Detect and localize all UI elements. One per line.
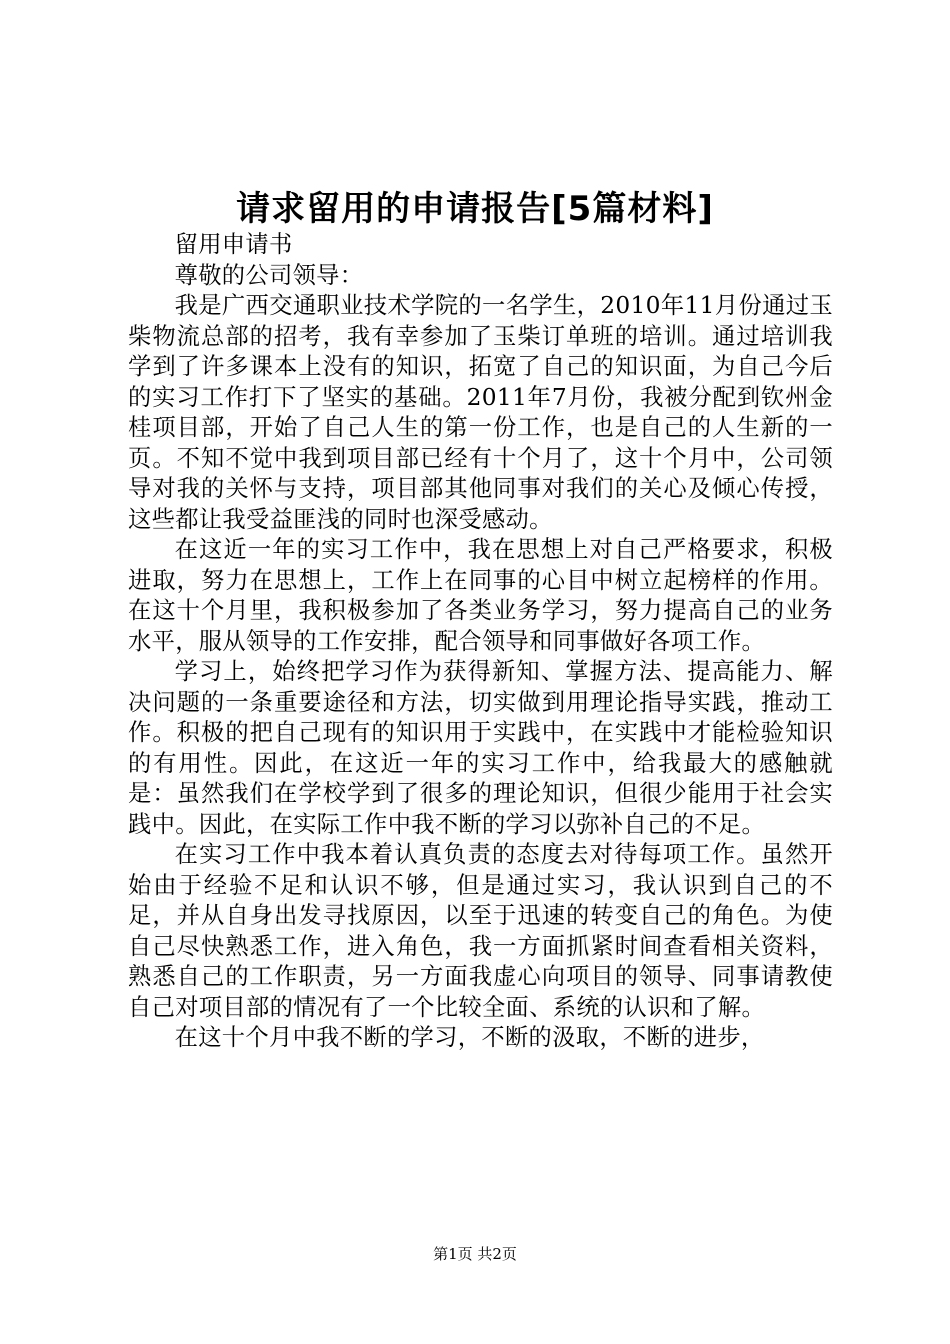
page-number-footer: 第1页 共2页 xyxy=(433,1245,517,1263)
page-title: 请求留用的申请报告[5篇材料] xyxy=(236,189,714,229)
paragraph: 在这近一年的实习工作中，我在思想上对自己严格要求，积极进取，努力在思想上，工作上在同事的心目中树立起榜样的作用。在这十个月里，我积极参加了各类业务学习，努力提高自己的业务水平，服从领导的工作安排，配合领导和同事做好各项工作。 xyxy=(128,536,833,655)
paragraph: 在实习工作中我本着认真负责的态度去对待每项工作。虽然开始由于经验不足和认识不够，但是通过实习，我认识到自己的不足，并从自身出发寻找原因，以至于迅速的转变自己的角色。为使自己尽快熟悉工作，进入角色，我一方面抓紧时间查看相关资料，熟悉自己的工作职责，另一方面我虚心向项目的领导、同事请教使自己对项目部的情况有了一个比较全面、系统的认识和了解。 xyxy=(128,841,833,1021)
document-body xyxy=(128,230,833,1054)
paragraph: 我是广西交通职业技术学院的一名学生，2010年11月份通过玉柴物流总部的招考，我有幸参加了玉柴订单班的培训。通过培训我学到了许多课本上没有的知识，拓宽了自己的知识面，为自己今后的实习工作打下了坚实的基础。2011年7月份，我被分配到钦州金桂项目部，开始了自己人生的第一份工作，也是自己的人生新的一页。不知不觉中我到项目部已经有十个月了，这十个月中，公司领导对我的关怀与支持，项目部其他同事对我们的关心及倾心传授，这些都让我受益匪浅的同时也深受感动。 xyxy=(128,292,833,533)
paragraph-salutation: 尊敬的公司领导： xyxy=(174,261,364,289)
paragraph-heading: 留用申请书 xyxy=(174,231,293,258)
paragraph: 学习上，始终把学习作为获得新知、掌握方法、提高能力、解决问题的一条重要途径和方法，切实做到用理论指导实践，推动工作。积极的把自己现有的知识用于实践中，在实践中才能检验知识的有用性。因此，在这近一年的实习工作中，给我最大的感触就是：虽然我们在学校学到了很多的理论知识，但很少能用于社会实践中。因此，在实际工作中我不断的学习以弥补自己的不足。 xyxy=(128,658,833,838)
paragraph: 在这十个月中我不断的学习，不断的汲取，不断的进步， xyxy=(174,1024,765,1051)
